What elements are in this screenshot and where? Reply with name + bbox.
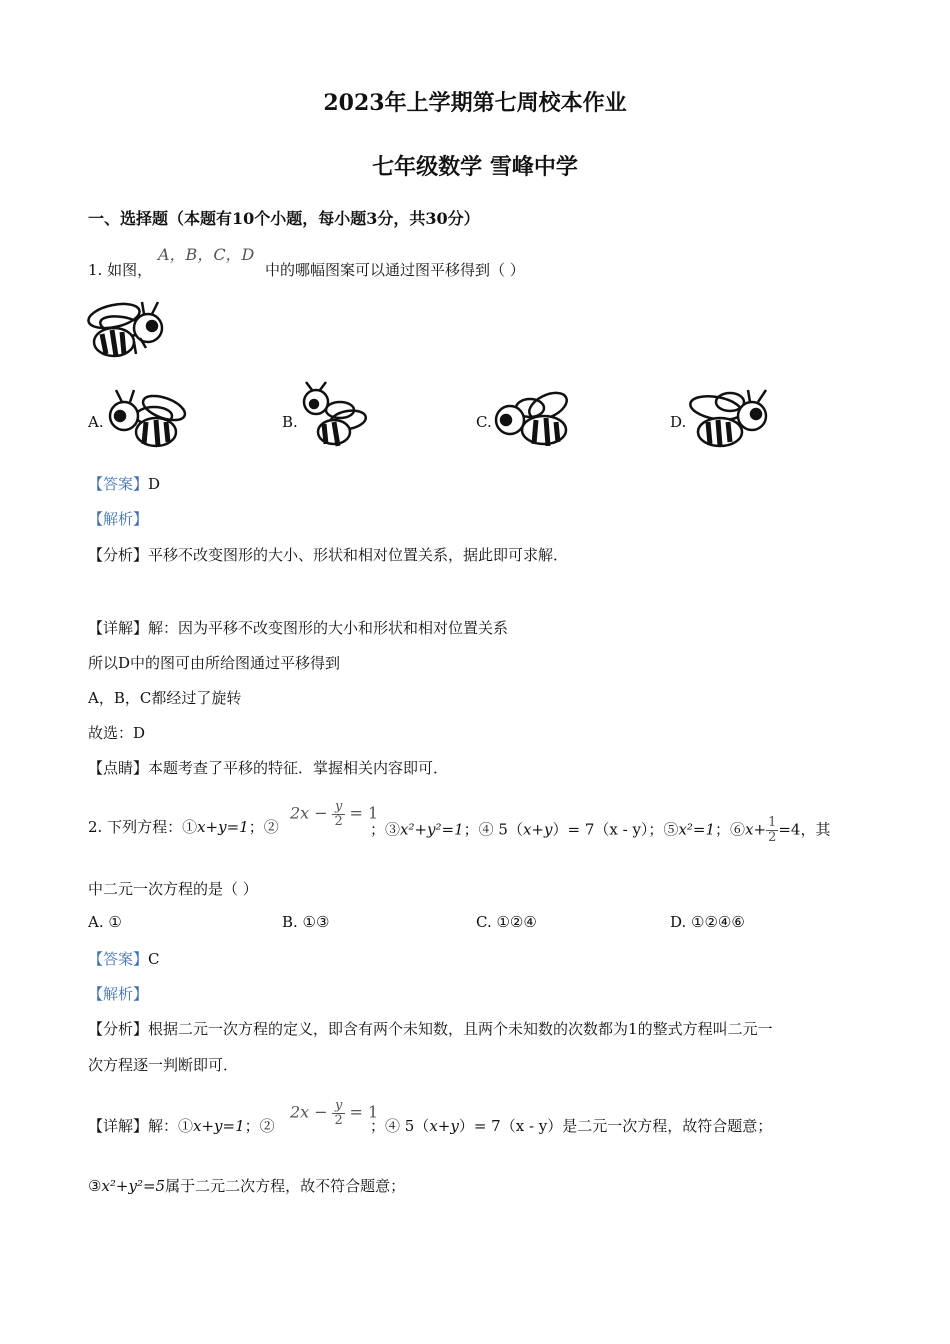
q2-xj-e: ）是二元一次方程，故符合题意；: [547, 1117, 773, 1135]
q2-eq2-right: = 1: [349, 803, 379, 823]
q2-fenxi-text: 根据二元一次方程的定义，即含有两个未知数，且两个未知数的次数都为1的整式方程叫二元一: [148, 1020, 773, 1038]
q2-analysis-tag: 【解析】: [88, 985, 149, 1003]
bee-option-b-image: [298, 380, 368, 452]
q2-part-c: ）= 7（: [552, 820, 610, 839]
page-subtitle: 七年级数学 雪峰中学: [372, 154, 578, 180]
q2-xj-eq1: x+y=1: [193, 1117, 245, 1135]
q1-answer-line: [88, 473, 160, 494]
q2-xj-eq2-num: y: [332, 1099, 344, 1114]
q2-last-b: 属于二元二次方程，故不符合题意；: [165, 1177, 406, 1195]
q2-eq6-fraction: [766, 816, 778, 845]
q1-suffix: 中的哪幅图案可以通过图平移得到（ ）: [265, 261, 525, 279]
q2-eq4a: x+y: [522, 820, 553, 839]
xiangjie-tag: 【详解】: [88, 1117, 149, 1135]
q2-last-line: [88, 1175, 405, 1196]
q2-stem-line-2: 中二元一次方程的是（ ）: [88, 880, 258, 898]
fenxi-tag: 【分析】: [88, 546, 149, 564]
q2-part-e: ；⑥: [715, 820, 746, 839]
q2-eq2: [290, 800, 378, 829]
q2-xj-a: 解：①: [148, 1117, 194, 1135]
q2-part-b: ；④ 5（: [463, 820, 523, 839]
q1-choices-inline: A，B，C，D: [158, 245, 255, 264]
q2-xiangjie-line: [88, 1115, 275, 1136]
q2-answer-line: [88, 948, 160, 969]
q2-xj-eq4b: x - y: [515, 1117, 548, 1135]
q2-xj-eq2-right: = 1: [349, 1102, 379, 1122]
q1-option-b-label: B.: [282, 413, 298, 431]
q2-xj-eq2: [290, 1099, 378, 1128]
q2-eq5: x²=1: [678, 820, 716, 839]
q2-xj-eq2-fraction: [332, 1099, 344, 1128]
q2-fenxi-line-2: 次方程逐一判断即可．: [88, 1056, 239, 1074]
bee-option-c-image: [492, 386, 578, 452]
bee-option-a-image: [104, 386, 190, 452]
q1-fenxi-line: [88, 544, 568, 565]
q1-fenxi-text: 平移不改变图形的大小、形状和相对位置关系，据此即可求解．: [148, 546, 569, 564]
q2-option-d: D. ①②④⑥: [670, 913, 745, 931]
q2-part-a: ；③: [370, 820, 401, 839]
q2-stem-line: [88, 816, 279, 837]
q1-analysis-tag: 【解析】: [88, 510, 149, 528]
q2-eq1: x+y=1: [197, 818, 249, 836]
q1-option-a-label: A.: [88, 413, 104, 431]
q2-xj-eq4a: x+y: [429, 1117, 459, 1135]
q2-eq2-den: 2: [334, 814, 343, 829]
q2-eq6-num: 1: [768, 815, 777, 830]
q2-part-d: ）；⑤: [640, 820, 679, 839]
q2-eq3: x²+y²=1: [400, 820, 464, 839]
q1-xiangjie-line: [88, 617, 508, 638]
page-title: 2023年上学期第七周校本作业: [323, 90, 627, 116]
q2-answer-value: C: [148, 950, 160, 968]
q2-sep1: ；②: [248, 818, 279, 836]
q2-option-c: C. ①②④: [476, 913, 537, 931]
q1-prefix: 1. 如图，: [88, 261, 153, 279]
dianjing-tag: 【点睛】: [88, 759, 149, 777]
q2-xj-eq2-left: 2x −: [290, 1102, 328, 1122]
q2-option-b: B. ①③: [282, 913, 330, 931]
q1-explain-line-4: 故选：D: [88, 724, 146, 742]
q1-option-c-label: C.: [476, 413, 492, 431]
q2-xj-d: ）= 7（: [458, 1117, 516, 1135]
q2-eq6a: x+: [745, 820, 767, 839]
q1-xiangjie-text: 解：因为平移不改变图形的大小和形状和相对位置关系: [148, 619, 509, 637]
q2-eq2-fraction: [332, 800, 344, 829]
q2-last-a: ③: [88, 1177, 102, 1195]
q1-explain-line-2: 所以D中的图可由所给图通过平移得到: [88, 654, 341, 672]
q1-dianjing-text: 本题考查了平移的特征．掌握相关内容即可．: [148, 759, 449, 777]
q2-eq2-left: 2x −: [290, 803, 328, 823]
q1-dianjing-line: [88, 757, 448, 778]
q2-part-f: =4，其: [778, 820, 831, 839]
q2-eq6-den: 2: [768, 830, 777, 845]
q2-last-eq: x²+y²=5: [101, 1177, 166, 1195]
q2-xj-eq2-den: 2: [334, 1113, 343, 1128]
fenxi-tag: 【分析】: [88, 1020, 149, 1038]
q1-option-d-label: D.: [670, 413, 687, 431]
q2-xj-b: ；②: [244, 1117, 275, 1135]
q1-answer-value: D: [148, 475, 161, 493]
answer-tag: 【答案】: [88, 475, 149, 493]
answer-tag: 【答案】: [88, 950, 149, 968]
q2-eq2-num: y: [332, 800, 344, 815]
q2-xiangjie-rest: [370, 1115, 772, 1136]
section-heading: 一、选择题（本题有10个小题，每小题3分，共30分）: [88, 209, 480, 228]
q2-stem-rest: [370, 816, 830, 845]
xiangjie-tag: 【详解】: [88, 619, 149, 637]
q2-option-a: A. ①: [88, 913, 122, 931]
q2-prefix: 2. 下列方程：①: [88, 818, 198, 836]
bee-original-image: [84, 298, 170, 362]
q1-explain-line-3: A，B，C都经过了旋转: [88, 689, 242, 707]
q2-eq4b: x - y: [609, 820, 641, 839]
q2-xj-c: ；④ 5（: [370, 1117, 430, 1135]
bee-option-d-image: [686, 386, 774, 452]
q2-fenxi-line: [88, 1018, 773, 1039]
